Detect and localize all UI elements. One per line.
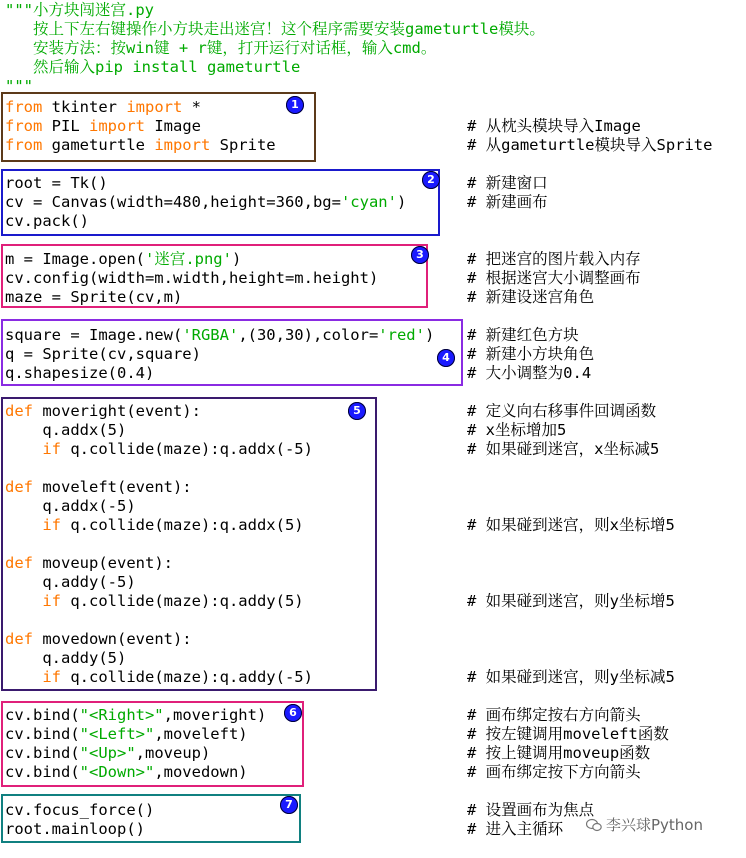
comment-def-moveright: # 定义向右移事件回调函数 bbox=[467, 402, 657, 420]
string-literal: '迷宫.png' bbox=[144, 250, 232, 268]
code-line-q-sprite: q = Sprite(cv,square) bbox=[5, 345, 201, 363]
code-text: q.collide(maze):q.addx(-5) bbox=[61, 440, 313, 458]
comment-if-collide-left: # 如果碰到迷宫，则x坐标增5 bbox=[467, 516, 675, 534]
comment-shapesize: # 大小调整为0.4 bbox=[467, 364, 592, 382]
code-line-if-collide-right bbox=[5, 440, 313, 459]
code-line-image-open bbox=[5, 250, 241, 269]
string-literal: "<Down>" bbox=[79, 763, 155, 781]
docstring-line-3: 安装方法：按win键 + r键，打开运行对话框，输入cmd。 bbox=[5, 39, 437, 57]
indent bbox=[5, 592, 42, 610]
comment-config: # 根据迷宫大小调整画布 bbox=[467, 269, 641, 287]
string-literal: "<Left>" bbox=[79, 725, 155, 743]
code-line-shapesize: q.shapesize(0.4) bbox=[5, 364, 155, 382]
code-line-def-moveup bbox=[5, 554, 173, 573]
code-line-if-collide-down bbox=[5, 668, 313, 687]
code-text: ,moveleft) bbox=[154, 725, 248, 743]
indent bbox=[5, 440, 42, 458]
keyword: import bbox=[154, 136, 211, 154]
comment-square-new: # 新建红色方块 bbox=[467, 326, 579, 344]
keyword: def bbox=[5, 478, 33, 496]
docstring-line-5: """ bbox=[5, 77, 33, 95]
keyword: if bbox=[42, 668, 61, 686]
code-text: ,moveup) bbox=[135, 744, 211, 762]
comment-import-gameturtle: # 从gameturtle模块导入Sprite bbox=[467, 136, 713, 154]
keyword: if bbox=[42, 516, 61, 534]
code-line-addy-5: q.addy(5) bbox=[5, 649, 127, 667]
code-text: ,moveright) bbox=[163, 706, 267, 724]
keyword: def bbox=[5, 554, 33, 572]
code-line-bind-left bbox=[5, 725, 248, 744]
docstring-line-2: 按上下左右键操作小方块走出迷宫！这个程序需要安装gameturtle模块。 bbox=[5, 20, 545, 38]
keyword: import bbox=[126, 98, 183, 116]
code-text: cv.bind( bbox=[5, 744, 80, 762]
comment-root: # 新建窗口 bbox=[467, 174, 548, 192]
code-line-def-movedown bbox=[5, 630, 192, 649]
code-line-canvas bbox=[5, 193, 406, 212]
comment-canvas: # 新建画布 bbox=[467, 193, 548, 211]
code-line-import-gameturtle bbox=[5, 136, 276, 155]
code-line-focus-force: cv.focus_force() bbox=[5, 801, 155, 819]
code-text: Sprite bbox=[210, 136, 276, 154]
code-line-config: cv.config(width=m.width,height=m.height) bbox=[5, 269, 379, 287]
code-text: q.collide(maze):q.addx(5) bbox=[61, 516, 304, 534]
code-line-bind-down bbox=[5, 763, 248, 782]
code-line-if-collide-up bbox=[5, 592, 304, 611]
code-text: square = Image.new( bbox=[5, 326, 183, 344]
code-text: cv.bind( bbox=[5, 706, 80, 724]
indent bbox=[5, 516, 42, 534]
keyword: import bbox=[89, 117, 145, 135]
comment-focus-force: # 设置画布为焦点 bbox=[467, 801, 595, 819]
code-text: q.collide(maze):q.addy(-5) bbox=[61, 668, 313, 686]
code-line-def-moveleft bbox=[5, 478, 192, 497]
code-line-bind-right bbox=[5, 706, 266, 725]
indent bbox=[5, 668, 42, 686]
wechat-icon bbox=[586, 818, 602, 832]
code-line-addx-5: q.addx(5) bbox=[5, 421, 127, 439]
keyword: def bbox=[5, 402, 33, 420]
code-text: movedown(event): bbox=[33, 630, 192, 648]
badge-2: 2 bbox=[422, 171, 440, 189]
keyword: if bbox=[42, 440, 61, 458]
comment-image-open: # 把迷宫的图片载入内存 bbox=[467, 250, 641, 268]
code-line-mainloop: root.mainloop() bbox=[5, 820, 145, 838]
code-text: ) bbox=[424, 326, 435, 344]
string-literal: 'cyan' bbox=[340, 193, 397, 211]
badge-3: 3 bbox=[411, 246, 429, 264]
comment-bind-right: # 画布绑定按右方向箭头 bbox=[467, 706, 641, 724]
comment-if-collide-up: # 如果碰到迷宫，则y坐标增5 bbox=[467, 592, 675, 610]
comment-bind-up: # 按上键调用moveup函数 bbox=[467, 744, 651, 762]
code-text: ,movedown) bbox=[154, 763, 248, 781]
code-text: ,(30,30),color= bbox=[238, 326, 379, 344]
code-line-square-new bbox=[5, 326, 434, 345]
string-literal: "<Up>" bbox=[79, 744, 136, 762]
code-line-import-pil bbox=[5, 117, 201, 136]
badge-7: 7 bbox=[280, 796, 298, 814]
docstring-line-1: """小方块闯迷宫.py bbox=[5, 1, 154, 19]
code-text: Image bbox=[145, 117, 201, 135]
code-line-if-collide-left bbox=[5, 516, 304, 535]
code-line-import-tkinter bbox=[5, 98, 201, 117]
comment-if-collide-down: # 如果碰到迷宫，则y坐标减5 bbox=[467, 668, 675, 686]
code-line-root: root = Tk() bbox=[5, 174, 108, 192]
comment-if-collide-right: # 如果碰到迷宫，x坐标减5 bbox=[467, 440, 660, 458]
code-text: ) bbox=[396, 193, 407, 211]
comment-import-pil: # 从枕头模块导入Image bbox=[467, 117, 641, 135]
code-text: gameturtle bbox=[42, 136, 155, 154]
code-line-pack: cv.pack() bbox=[5, 212, 89, 230]
badge-5: 5 bbox=[348, 402, 366, 420]
docstring-line-4: 然后输入pip install gameturtle bbox=[5, 58, 301, 76]
comment-q-sprite: # 新建小方块角色 bbox=[467, 345, 595, 363]
badge-1: 1 bbox=[286, 96, 304, 114]
comment-bind-left: # 按左键调用moveleft函数 bbox=[467, 725, 669, 743]
code-text: * bbox=[182, 98, 201, 116]
code-text: cv.bind( bbox=[5, 763, 80, 781]
code-text: cv.bind( bbox=[5, 725, 80, 743]
string-literal: "<Right>" bbox=[79, 706, 164, 724]
code-text: ) bbox=[231, 250, 242, 268]
comment-addx-5: # x坐标增加5 bbox=[467, 421, 567, 439]
code-line-def-moveright bbox=[5, 402, 201, 421]
code-text: moveup(event): bbox=[33, 554, 173, 572]
string-literal: 'red' bbox=[378, 326, 425, 344]
code-line-addy-neg5: q.addy(-5) bbox=[5, 573, 136, 591]
keyword: from bbox=[5, 136, 43, 154]
badge-6: 6 bbox=[284, 704, 302, 722]
badge-4: 4 bbox=[437, 349, 455, 367]
comment-bind-down: # 画布绑定按下方向箭头 bbox=[467, 763, 641, 781]
keyword: from bbox=[5, 117, 43, 135]
keyword: if bbox=[42, 592, 61, 610]
code-text: tkinter bbox=[42, 98, 127, 116]
code-line-bind-up bbox=[5, 744, 210, 763]
comment-maze-sprite: # 新建设迷宫角色 bbox=[467, 288, 595, 306]
code-text: PIL bbox=[42, 117, 89, 135]
code-text: m = Image.open( bbox=[5, 250, 145, 268]
watermark-text: 李兴球Python bbox=[606, 816, 703, 834]
code-text: moveright(event): bbox=[33, 402, 201, 420]
code-text: cv = Canvas(width=480,height=360,bg= bbox=[5, 193, 341, 211]
keyword: from bbox=[5, 98, 43, 116]
code-line-addx-neg5: q.addx(-5) bbox=[5, 497, 136, 515]
code-text: q.collide(maze):q.addy(5) bbox=[61, 592, 304, 610]
watermark bbox=[586, 815, 703, 835]
keyword: def bbox=[5, 630, 33, 648]
comment-mainloop: # 进入主循环 bbox=[467, 820, 564, 838]
string-literal: 'RGBA' bbox=[182, 326, 239, 344]
code-line-maze-sprite: maze = Sprite(cv,m) bbox=[5, 288, 183, 306]
code-text: moveleft(event): bbox=[33, 478, 192, 496]
